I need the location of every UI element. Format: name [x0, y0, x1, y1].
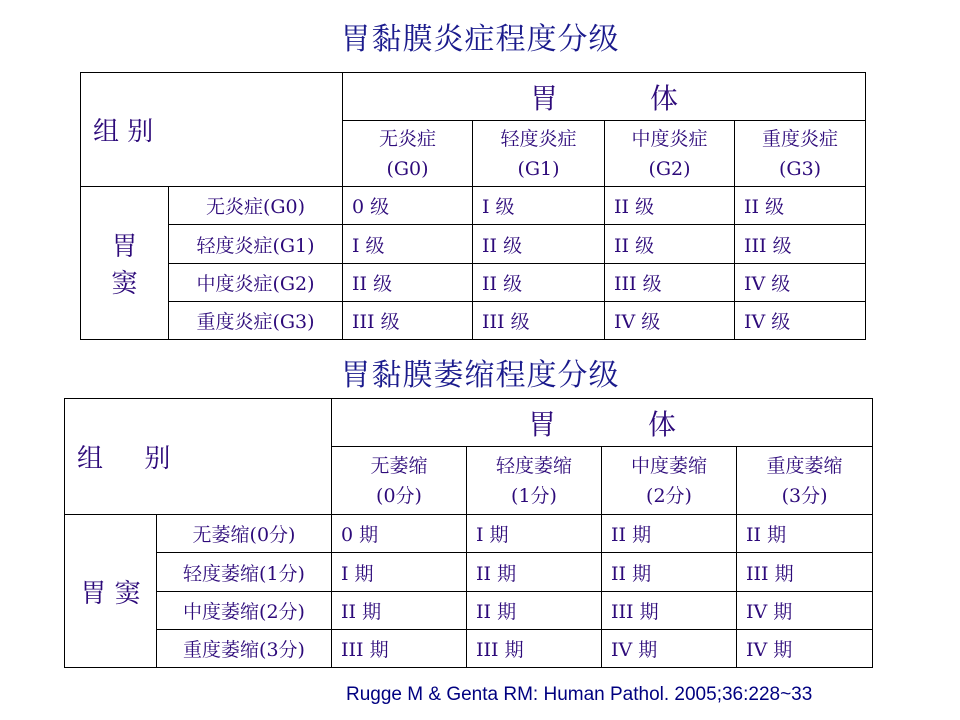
stage-cell: II 期 — [737, 515, 873, 553]
table-row — [65, 592, 873, 630]
gastric-antrum-header — [81, 187, 169, 340]
group-header-cell: 组 别 — [81, 73, 343, 187]
gastric-antrum-header: 胃 窦 — [65, 515, 157, 668]
column-header-code: (3分) — [781, 484, 828, 507]
column-header-name: 无炎症 — [379, 127, 437, 150]
stage-cell: III 期 — [467, 630, 602, 668]
grade-cell: I 级 — [343, 225, 473, 264]
body-header-right: 体 — [650, 81, 679, 115]
row-header: 重度萎缩(3分) — [157, 630, 332, 668]
stage-cell: 0 期 — [332, 515, 467, 553]
row-header: 中度萎缩(2分) — [157, 592, 332, 630]
antrum-header-top: 胃 — [111, 232, 138, 262]
grade-cell: IV 级 — [735, 264, 866, 302]
antrum-header-bottom: 窦 — [111, 269, 138, 299]
column-header — [332, 447, 467, 515]
table-row — [81, 302, 866, 340]
inflammation-grading-table — [80, 72, 866, 340]
stage-cell: II 期 — [332, 592, 467, 630]
grade-cell: II 级 — [473, 264, 605, 302]
grade-cell: III 级 — [343, 302, 473, 340]
column-header-name: 重度炎症 — [762, 127, 839, 150]
stage-cell: III 期 — [332, 630, 467, 668]
table-row — [65, 553, 873, 592]
column-header-code: (G0) — [386, 157, 429, 180]
grade-cell: IV 级 — [735, 302, 866, 340]
column-header-name: 轻度萎缩 — [496, 454, 573, 477]
atrophy-grading-table — [64, 398, 873, 668]
grade-cell: 0 级 — [343, 187, 473, 225]
column-header-code: (0分) — [376, 484, 422, 507]
group-header-cell: 组 别 — [65, 399, 332, 515]
stage-cell: II 期 — [602, 515, 737, 553]
table-row — [65, 515, 873, 553]
column-header — [343, 121, 473, 187]
column-header-name: 无萎缩 — [370, 454, 428, 477]
inflammation-grading-title: 胃黏膜炎症程度分级 — [340, 22, 620, 57]
column-header-code: (2分) — [646, 484, 692, 507]
grade-cell: II 级 — [343, 264, 473, 302]
column-header-name: 中度萎缩 — [631, 454, 708, 477]
column-header-name: 轻度炎症 — [500, 127, 577, 150]
table-row — [81, 225, 866, 264]
column-header — [467, 447, 602, 515]
stage-cell: II 期 — [602, 553, 737, 592]
stage-cell: II 期 — [467, 592, 602, 630]
grade-cell: II 级 — [473, 225, 605, 264]
stage-cell: I 期 — [467, 515, 602, 553]
grade-cell: II 级 — [735, 187, 866, 225]
column-header-name: 重度萎缩 — [766, 454, 843, 477]
grade-cell: IV 级 — [605, 302, 735, 340]
column-header-code: (1分) — [511, 484, 557, 507]
atrophy-grading-title: 胃黏膜萎缩程度分级 — [340, 358, 620, 393]
stage-cell: II 期 — [467, 553, 602, 592]
table-row — [65, 630, 873, 668]
gastric-body-header — [343, 73, 866, 121]
stage-cell: I 期 — [332, 553, 467, 592]
table-row — [65, 399, 873, 447]
stage-cell: III 期 — [602, 592, 737, 630]
grade-cell: II 级 — [605, 225, 735, 264]
grade-cell: III 级 — [605, 264, 735, 302]
stage-cell: III 期 — [737, 553, 873, 592]
stage-cell: IV 期 — [737, 630, 873, 668]
column-header-code: (G1) — [517, 157, 560, 180]
body-header-left: 胃 — [530, 81, 559, 115]
row-header: 重度炎症(G3) — [169, 302, 343, 340]
column-header-code: (G3) — [778, 157, 822, 180]
row-header: 无炎症(G0) — [169, 187, 343, 225]
table-row — [81, 187, 866, 225]
grade-cell: I 级 — [473, 187, 605, 225]
table-row — [81, 73, 866, 121]
stage-cell: IV 期 — [737, 592, 873, 630]
citation-reference: Rugge M & Genta RM: Human Pathol. 2005;36:228~33 — [346, 684, 813, 705]
row-header: 轻度炎症(G1) — [169, 225, 343, 264]
row-header: 无萎缩(0分) — [157, 515, 332, 553]
grade-cell: III 级 — [473, 302, 605, 340]
body-header-right: 体 — [648, 407, 677, 441]
row-header: 中度炎症(G2) — [169, 264, 343, 302]
grade-cell: III 级 — [735, 225, 866, 264]
column-header — [602, 447, 737, 515]
stage-cell: IV 期 — [602, 630, 737, 668]
column-header-code: (G2) — [648, 157, 691, 180]
column-header — [737, 447, 873, 515]
grade-cell: II 级 — [605, 187, 735, 225]
gastric-body-header — [332, 399, 873, 447]
row-header: 轻度萎缩(1分) — [157, 553, 332, 592]
column-header-name: 中度炎症 — [631, 127, 708, 150]
column-header — [473, 121, 605, 187]
column-header — [735, 121, 866, 187]
table-row — [81, 264, 866, 302]
column-header — [605, 121, 735, 187]
body-header-left: 胃 — [528, 407, 557, 441]
